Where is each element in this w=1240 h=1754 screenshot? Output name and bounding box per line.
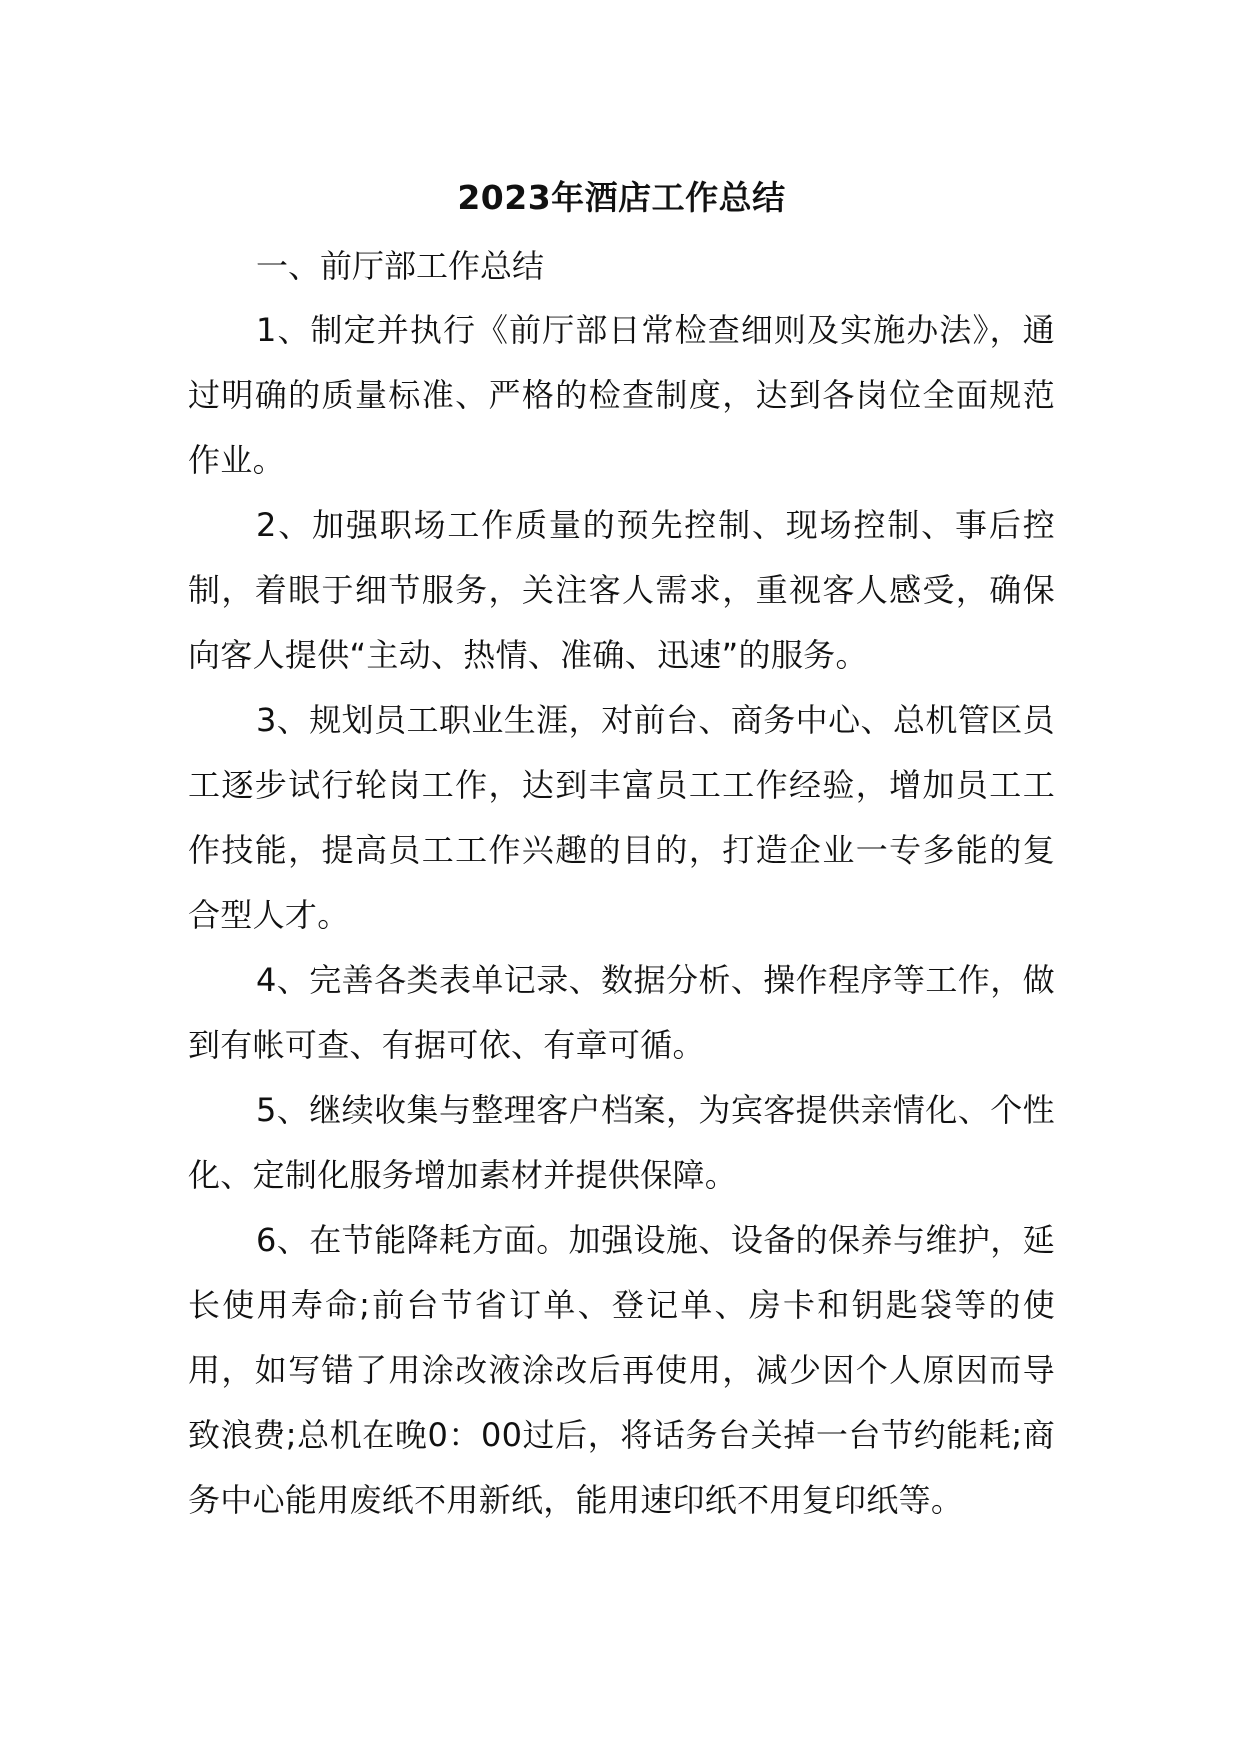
paragraph-6: 6、在节能降耗方面。加强设施、设备的保养与维护，延长使用寿命;前台节省订单、登记单、房卡和钥匙袋等的使用，如写错了用涂改液涂改后再使用，减少因个人原因而导致浪费;总机在晚0：00过后，将话务台关掉一台节约能耗;商务中心能用废纸不用新纸，能用速印纸不用复印纸等。: [188, 1221, 1055, 1519]
paragraph-5: 5、继续收集与整理客户档案，为宾客提供亲情化、个性化、定制化服务增加素材并提供保障。: [188, 1091, 1055, 1194]
paragraph-1: 1、制定并执行《前厅部日常检查细则及实施办法》，通过明确的质量标准、严格的检查制度，达到各岗位全面规范作业。: [188, 311, 1055, 479]
document-page: [188, 168, 1055, 1533]
document-title: 2023年酒店工作总结: [457, 178, 786, 217]
section-heading: 一、前厅部工作总结: [256, 247, 545, 285]
paragraph-2: 2、加强职场工作质量的预先控制、现场控制、事后控制，着眼于细节服务，关注客人需求，重视客人感受，确保向客人提供“主动、热情、准确、迅速”的服务。: [188, 506, 1055, 674]
paragraph-4: 4、完善各类表单记录、数据分析、操作程序等工作，做到有帐可查、有据可依、有章可循。: [188, 961, 1055, 1064]
paragraph-3: 3、规划员工职业生涯，对前台、商务中心、总机管区员工逐步试行轮岗工作，达到丰富员工工作经验，增加员工工作技能，提高员工工作兴趣的目的，打造企业一专多能的复合型人才。: [188, 701, 1055, 934]
